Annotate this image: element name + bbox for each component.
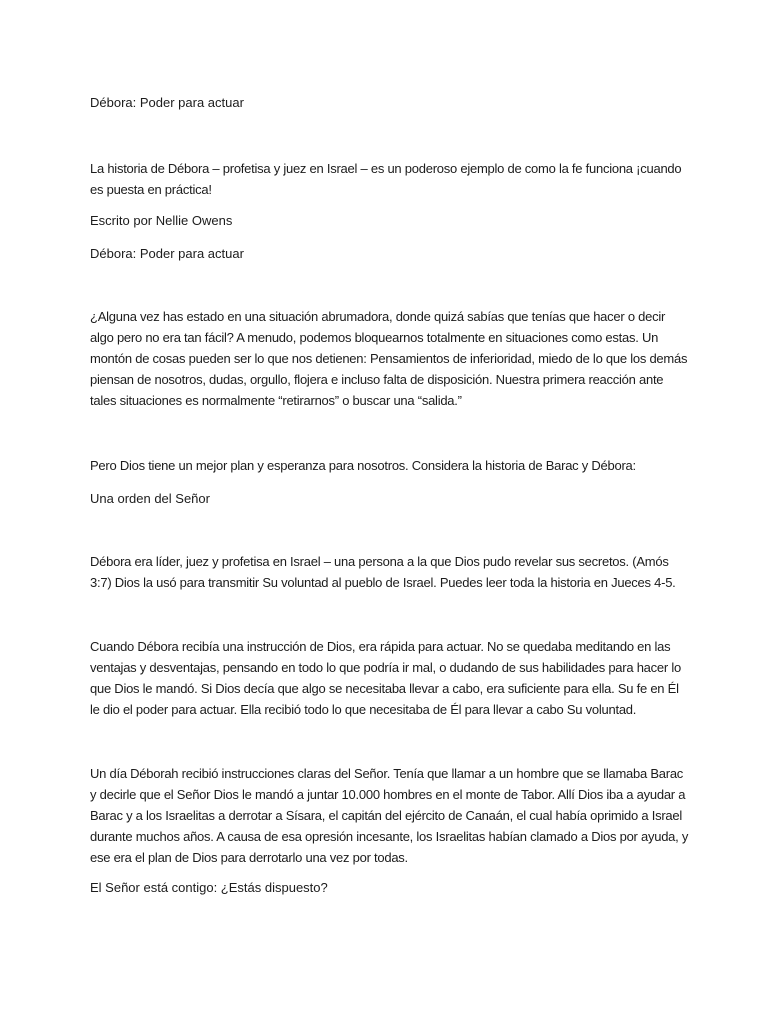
document-title: Débora: Poder para actuar [90,95,244,110]
document-title-repeat: Débora: Poder para actuar [90,246,244,261]
paragraph-2: Pero Dios tiene un mejor plan y esperanza para nosotros. Considera la historia de Barac y Débora: [90,458,636,473]
byline: Escrito por Nellie Owens [90,213,233,228]
subheading-willing: El Señor está contigo: ¿Estás dispuesto? [90,880,328,895]
paragraph-5: Un día Déborah recibió instrucciones claras del Señor. Tenía que llamar a un hombre que se llamaba Barac y decirle que el Señor Dios le mandó a juntar 10.000 hombres en el monte de Tabor. Allí Dios iba a ayudar a Barac y a los Israelitas a derrotar a Sísara, el capitán del ejército de Canaán, el cual había oprimido a Israel durante muchos años. A causa de esa opresión incesante, los Israelitas habían clamado a Dios por ayuda, y ese era el plan de Dios para derrotarlo una vez por todas. [90,766,689,865]
intro-paragraph: La historia de Débora – profetisa y juez en Israel – es un poderoso ejemplo de como la fe funciona ¡cuando es puesta en práctica! [90,161,682,197]
subheading-order: Una orden del Señor [90,491,210,506]
paragraph-3: Débora era líder, juez y profetisa en Israel – una persona a la que Dios pudo revelar sus secretos. (Amós 3:7) Dios la usó para transmitir Su voluntad al pueblo de Israel. Puedes leer toda la historia en Jueces 4-5. [90,554,676,590]
paragraph-1: ¿Alguna vez has estado en una situación abrumadora, donde quizá sabías que tenías que hacer o decir algo pero no era tan fácil? A menudo, podemos bloquearnos totalmente en situaciones como estas. Un montón de cosas pueden ser lo que nos detienen: Pensamientos de inferioridad, miedo de lo que los demás piensan de nosotros, dudas, orgullo, flojera e incluso falta de disposición. Nuestra primera reacción ante tales situaciones es normalmente “retirarnos” o buscar una “salida.” [90,309,688,408]
paragraph-4: Cuando Débora recibía una instrucción de Dios, era rápida para actuar. No se quedaba meditando en las ventajas y desventajas, pensando en todo lo que podría ir mal, o dudando de sus habilidades para hacer lo que Dios le mandó. Si Dios decía que algo se necesitaba llevar a cabo, era suficiente para ella. Su fe en Él le dio el poder para actuar. Ella recibió todo lo que necesitaba de Él para llevar a cabo Su voluntad. [90,639,681,717]
